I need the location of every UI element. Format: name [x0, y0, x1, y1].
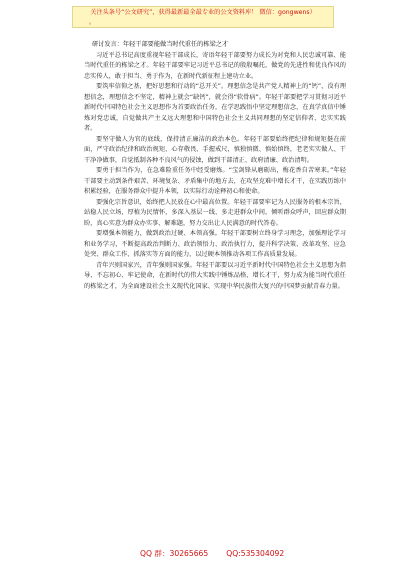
contact-footer — [140, 548, 320, 560]
paragraph: 要勇于担当作为，在急难险重任务中经受磨炼。“宝剑锋从磨砺出，梅花香自苦寒来。”年轻干部要主动到条件艰苦、环境复杂、矛盾集中的地方去，在攻坚克难中增长才干，在实践历练中积累经验，在服务群众中提升本领，以实际行动诠释初心和使命。 — [84, 167, 346, 195]
paragraph: 习近平总书记高度重视年轻干部成长，寄语年轻干部要努力成长为对党和人民忠诚可靠、能当时代重任的栋梁之才。年轻干部要牢记习近平总书记的殷殷嘱托，做党的先进性和优良作风的忠实传人，敢于担当、勇于作为，在新时代新征程上建功立业。 — [84, 51, 346, 80]
paragraph: 要坚守做人为官的底线，保持清正廉洁的政治本色。年轻干部要始终把纪律和规矩挺在前面，严守政治纪律和政治规矩，心存敬畏、手握戒尺，慎独慎微、慎始慎终，老老实实做人、干干净净做事，自觉抵制各种不良风气的侵蚀，做到干部清正、政府清廉、政治清明。 — [84, 135, 346, 164]
qq-number: QQ:535304092 — [226, 549, 285, 558]
banner-text-line2: 。 — [89, 19, 96, 26]
paragraph: 要筑牢信仰之基，把好思想和行动的“总开关”。理想信念是共产党人精神上的“钙”，没有理想信念，理想信念不坚定，精神上就会“缺钙”，就会得“软骨病”。年轻干部要把学习贯彻习近平新时代中国特色社会主义思想作为首要政治任务，在学思践悟中坚定理想信念，在真学真信中锤炼对党忠诚，自觉做共产主义远大理想和中国特色社会主义共同理想的坚定信仰者、忠实实践者。 — [84, 83, 346, 132]
paragraph: 青年兴则国家兴，青年强则国家强。年轻干部要以习近平新时代中国特色社会主义思想为指导，不忘初心、牢记使命，在新时代的伟大实践中锤炼品格、增长才干，努力成为能当时代重任的栋梁之才，为全面建设社会主义现代化国家、实现中华民族伟大复兴的中国梦贡献青春力量。 — [84, 261, 346, 290]
paragraph: 要强化宗旨意识，始终把人民放在心中最高位置。年轻干部要牢记为人民服务的根本宗旨，站稳人民立场，厚植为民情怀，多深入基层一线、多走进群众中间，倾听群众呼声，回应群众期盼，真心实意为群众办实事、解难题，努力交出让人民满意的时代答卷。 — [84, 198, 346, 227]
document-title: 研讨发言：年轻干部要能做当时代重任的栋梁之才 — [92, 41, 229, 48]
qq-group-number: QQ 群：30265665 — [140, 549, 209, 558]
banner-text-line1: 关注头条号“公文研究”，获得最新最全最专业的公文资料库！ 微信：gongwens） — [90, 9, 316, 16]
promo-banner — [72, 6, 334, 28]
paragraph: 要增强本领能力，做到政治过硬、本领高强。年轻干部要树立终身学习理念，加强理论学习和业务学习，不断提高政治判断力、政治领悟力、政治执行力，提升科学决策、改革攻坚、应急处突、群众工作、抓落实等方面的能力，以过硬本领推动各项工作高质量发展。 — [84, 230, 346, 258]
document-body — [84, 40, 346, 560]
